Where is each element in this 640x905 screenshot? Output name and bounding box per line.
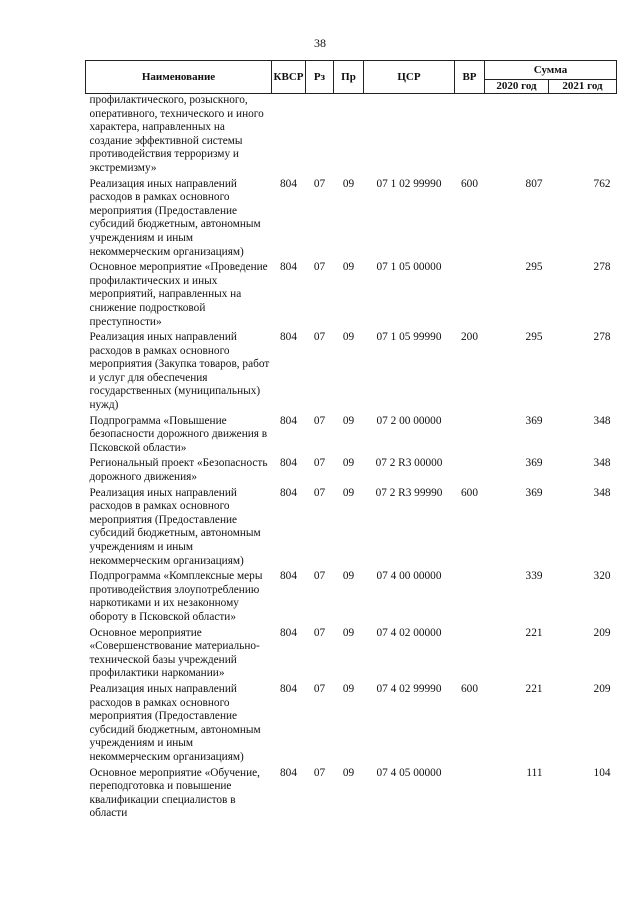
table-row — [86, 487, 617, 571]
cell-2021: 348 — [593, 414, 611, 427]
cell-2021: 348 — [593, 486, 611, 499]
cell-2020: 369 — [525, 486, 543, 499]
cell-kvsr: 804 — [280, 177, 297, 190]
cell-vr: 600 — [461, 486, 478, 499]
cell-vr — [455, 570, 485, 626]
cell-pr: 09 — [342, 331, 355, 344]
cell-kvsr: 804 — [280, 414, 297, 427]
header-csr: ЦСР — [364, 61, 455, 94]
table-row — [86, 331, 617, 415]
cell-2021: 278 — [593, 261, 611, 274]
cell-pr: 09 — [342, 766, 355, 779]
table-body — [86, 94, 617, 823]
cell-kvsr: 804 — [280, 486, 297, 499]
cell-csr: 07 1 02 99990 — [376, 177, 442, 190]
table-row — [86, 94, 617, 178]
cell-kvsr: 804 — [280, 457, 297, 470]
cell-2021: 348 — [593, 457, 611, 470]
cell-rz: 07 — [313, 261, 326, 274]
table-row — [86, 261, 617, 331]
cell-2020: 807 — [525, 177, 543, 190]
cell-pr: 09 — [342, 457, 355, 470]
cell-name: Реализация иных направлений расходов в рамках основного мероприятия (Закупка товаров, работ и услуг для обеспечения государственных (муниципальных) нужд) — [89, 331, 270, 412]
table-row — [86, 767, 617, 823]
cell-name: Основное мероприятие «Проведение профилактических и иных мероприятий, направленных на снижение подростковой преступности» — [89, 261, 268, 328]
cell-kvsr: 804 — [280, 766, 297, 779]
cell-vr — [455, 627, 485, 683]
cell-name: Реализация иных направлений расходов в рамках основного мероприятия (Предоставление субсидий бюджетным, автономным учреждениям и иным некоммерческим организациям) — [89, 486, 261, 567]
cell-csr: 07 1 05 99990 — [376, 331, 442, 344]
cell-2020: 221 — [525, 682, 543, 695]
cell-2021: 209 — [593, 682, 611, 695]
cell-vr: 600 — [461, 682, 478, 695]
page-number: 38 — [314, 36, 326, 50]
cell-pr: 09 — [342, 261, 355, 274]
cell-rz: 07 — [313, 626, 326, 639]
cell-2021: 762 — [593, 177, 611, 190]
cell-pr: 09 — [342, 570, 355, 583]
cell-kvsr — [272, 94, 306, 178]
cell-2021: 320 — [593, 570, 611, 583]
cell-kvsr: 804 — [280, 261, 297, 274]
cell-2020 — [485, 94, 549, 178]
cell-vr: 600 — [461, 177, 478, 190]
cell-2020: 295 — [525, 331, 543, 344]
cell-rz — [306, 94, 334, 178]
cell-kvsr: 804 — [280, 331, 297, 344]
cell-rz: 07 — [313, 766, 326, 779]
cell-name: Региональный проект «Безопасность дорожного движения» — [89, 457, 268, 484]
cell-vr — [455, 261, 485, 331]
cell-2021 — [549, 94, 617, 178]
cell-name: Основное мероприятие «Совершенствование материально-технической базы учреждений профилактики наркомании» — [89, 626, 260, 680]
header-2020: 2020 год — [485, 80, 549, 94]
cell-2020: 295 — [525, 261, 543, 274]
cell-vr — [455, 415, 485, 458]
table-row — [86, 627, 617, 683]
table-row — [86, 178, 617, 262]
header-kvsr: КВСР — [272, 61, 306, 94]
cell-2020: 111 — [526, 766, 543, 779]
cell-kvsr: 804 — [280, 570, 297, 583]
cell-2021: 278 — [593, 331, 611, 344]
cell-pr: 09 — [342, 682, 355, 695]
cell-pr: 09 — [342, 626, 355, 639]
cell-vr — [455, 94, 485, 178]
cell-pr: 09 — [342, 486, 355, 499]
header-pr: Пр — [334, 61, 364, 94]
cell-rz: 07 — [313, 570, 326, 583]
cell-pr: 09 — [342, 177, 355, 190]
cell-rz: 07 — [313, 414, 326, 427]
table-row — [86, 457, 617, 486]
cell-2020: 339 — [525, 570, 543, 583]
table-row — [86, 683, 617, 767]
cell-csr: 07 1 05 00000 — [376, 261, 442, 274]
cell-csr: 07 4 02 99990 — [376, 682, 442, 695]
cell-name: Подпрограмма «Повышение безопасности дорожного движения в Псковской области» — [89, 414, 268, 454]
cell-rz: 07 — [313, 331, 326, 344]
cell-rz: 07 — [313, 177, 326, 190]
cell-kvsr: 804 — [280, 682, 297, 695]
cell-csr — [364, 94, 455, 178]
header-rz: Рз — [306, 61, 334, 94]
cell-rz: 07 — [313, 682, 326, 695]
cell-2021: 104 — [593, 766, 611, 779]
cell-csr: 07 2 00 00000 — [376, 414, 442, 427]
cell-pr: 09 — [342, 414, 355, 427]
cell-name: Подпрограмма «Комплексные меры противодействия злоупотреблению наркотиками и их незаконному обороту в Псковской области» — [89, 570, 263, 623]
cell-2020: 369 — [525, 457, 543, 470]
cell-2020: 369 — [525, 414, 543, 427]
cell-rz: 07 — [313, 486, 326, 499]
cell-vr: 200 — [461, 331, 478, 344]
cell-2021: 209 — [593, 626, 611, 639]
table-row — [86, 570, 617, 626]
budget-table — [85, 60, 617, 823]
cell-rz: 07 — [313, 457, 326, 470]
budget-table-container — [85, 60, 616, 823]
cell-csr: 07 4 02 00000 — [376, 626, 442, 639]
cell-csr: 07 4 05 00000 — [376, 766, 442, 779]
cell-csr: 07 2 R3 00000 — [375, 457, 443, 470]
header-name: Наименование — [86, 61, 272, 94]
cell-name: Реализация иных направлений расходов в рамках основного мероприятия (Предоставление субсидий бюджетным, автономным учреждениям и иным некоммерческим организациям) — [89, 682, 261, 763]
cell-2020: 221 — [525, 626, 543, 639]
cell-name: Основное мероприятие «Обучение, переподготовка и повышение квалификации специалистов в области — [89, 766, 260, 820]
cell-name: профилактического, розыскного, оперативного, технического и иного характера, направленных на создание эффективной системы противодействия терроризму и экстремизму» — [89, 94, 264, 174]
header-2021: 2021 год — [549, 80, 617, 94]
cell-csr: 07 2 R3 99990 — [375, 486, 443, 499]
header-vr: ВР — [455, 61, 485, 94]
header-sum: Сумма — [485, 61, 617, 80]
cell-pr — [334, 94, 364, 178]
cell-vr — [455, 457, 485, 486]
cell-name: Реализация иных направлений расходов в рамках основного мероприятия (Предоставление субсидий бюджетным, автономным учреждениям и иным некоммерческим организациям) — [89, 177, 261, 258]
table-row — [86, 415, 617, 458]
cell-csr: 07 4 00 00000 — [376, 570, 442, 583]
cell-kvsr: 804 — [280, 626, 297, 639]
cell-vr — [455, 767, 485, 823]
